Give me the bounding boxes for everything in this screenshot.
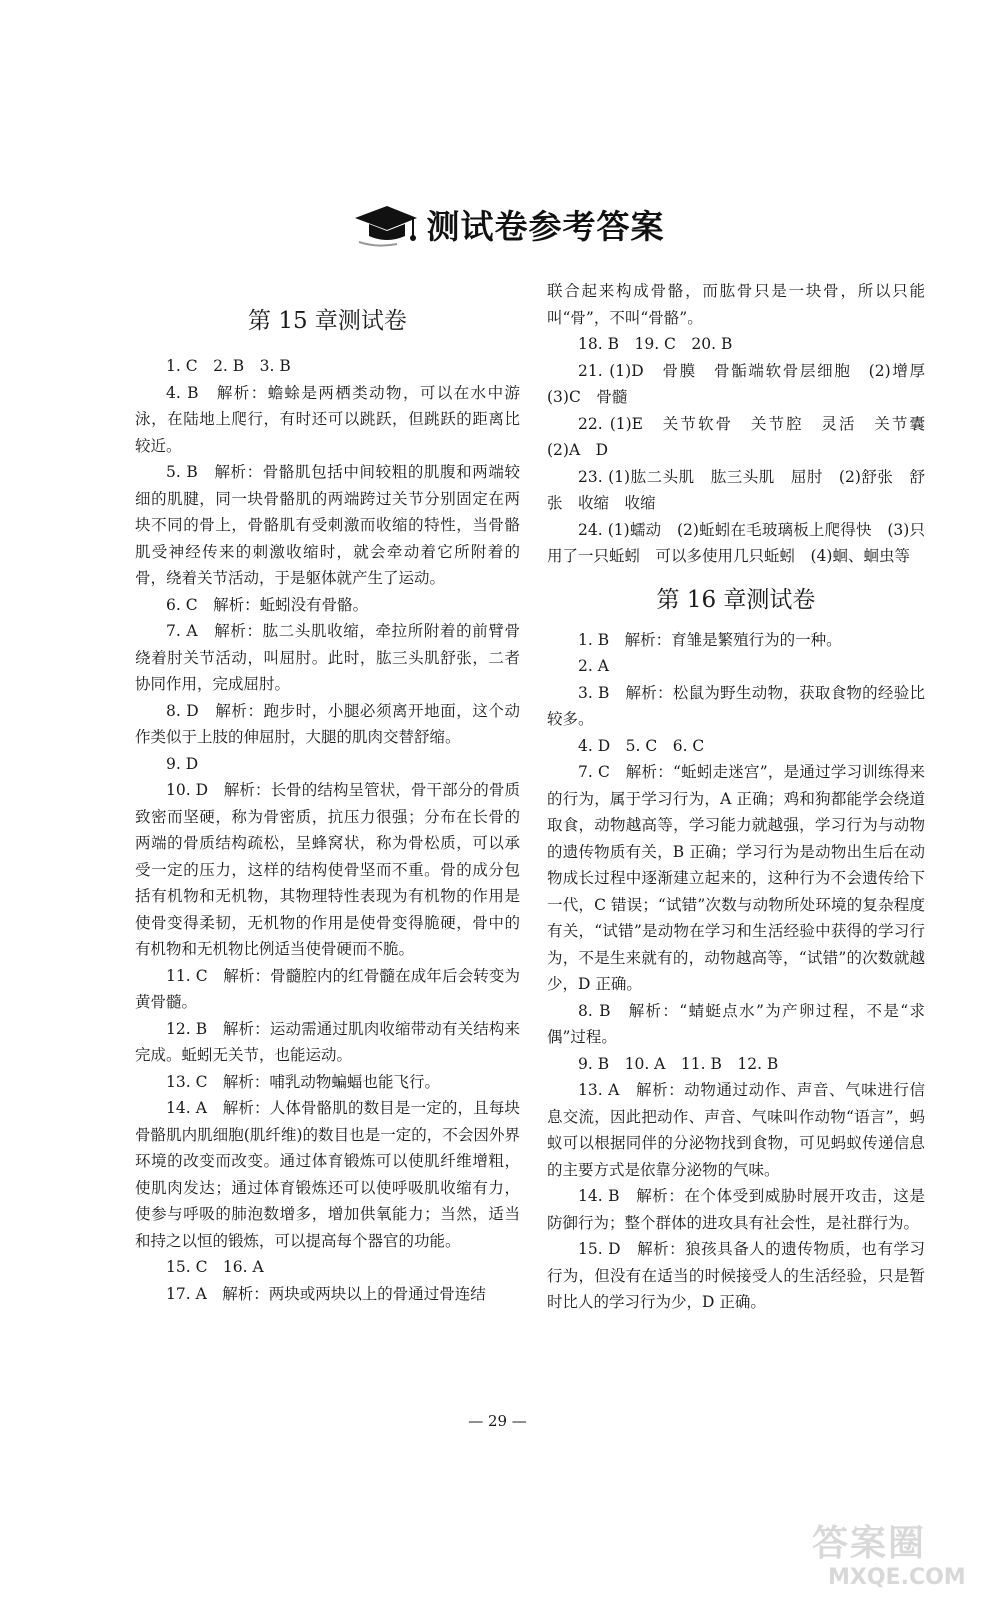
answer-item: 13. A 解析：动物通过动作、声音、气味进行信息交流，因此把动作、声音、气味叫作动物“语言”，蚂蚁可以根据同伴的分泌物找到食物，可见蚂蚁传递信息的主要方式是依靠分泌物的气味。 bbox=[547, 1081, 925, 1179]
answer-item: 23. (1)肱二头肌 肱三头肌 屈肘 (2)舒张 舒张 收缩 收缩 bbox=[547, 467, 925, 512]
answer-item: 24. (1)蠕动 (2)蚯蚓在毛玻璃板上爬得快 (3)只用了一只蚯蚓 可以多使用几只蚯蚓 (4)蛔、蛔虫等 bbox=[547, 520, 925, 565]
answer-item: 15. C 16. A bbox=[166, 1258, 264, 1276]
answer-item: 4. D 5. C 6. C bbox=[578, 736, 705, 755]
chapter-16-title: 第 16 章测试卷 bbox=[656, 586, 816, 613]
answer-item: 5. B 解析：骨骼肌包括中间较粗的肌腹和两端较细的肌腱，同一块骨骼肌的两端跨过关节分别固定在两块不同的骨上，骨骼肌有受刺激而收缩的特性，当骨骼肌受神经传来的刺激收缩时，就会牵动着它所附着的骨，绕着关节活动，于是躯体就产生了运动。 bbox=[135, 463, 520, 587]
watermark-url: MXQE.COM bbox=[828, 1565, 966, 1590]
answer-item: 10. D 解析：长骨的结构呈管状，骨干部分的骨质致密而坚硬，称为骨密质，抗压力很强；分布在长骨的两端的骨质结构疏松，呈蜂窝状，称为骨松质，可以承受一定的压力，这样的结构使骨坚而不重。骨的成分包括有机物和无机物，其物理特性表现为有机物的作用是使骨变得柔韧，无机物的作用是使骨变得脆硬，骨中的有机物和无机物比例适当使骨硬而不脆。 bbox=[135, 781, 520, 958]
answer-item: 3. B 解析：松鼠为野生动物，获取食物的经验比较多。 bbox=[547, 683, 925, 728]
answer-item: 1. C 2. B 3. B bbox=[166, 357, 291, 375]
answer-item: 6. C 解析：蚯蚓没有骨骼。 bbox=[166, 595, 369, 614]
left-column bbox=[135, 278, 520, 1307]
answer-item: 22. (1)E 关节软骨 关节腔 灵活 关节囊 (2)A D bbox=[547, 414, 941, 459]
right-column bbox=[547, 278, 941, 1316]
answer-item: 13. C 解析：哺乳动物蝙蝠也能飞行。 bbox=[166, 1072, 440, 1091]
answer-item: 8. B 解析：“蜻蜓点水”为产卵过程，不是“求偶”过程。 bbox=[547, 1001, 925, 1046]
answer-item: 4. B 解析：蟾蜍是两栖类动物，可以在水中游泳，在陆地上爬行，有时还可以跳跃，但跳跃的距离比较近。 bbox=[135, 383, 520, 455]
answer-item: 18. B 19. C 20. B bbox=[578, 335, 733, 353]
graduation-cap-icon bbox=[351, 198, 421, 250]
answer-item: 9. B 10. A 11. B 12. B bbox=[578, 1054, 779, 1073]
page-header bbox=[0, 198, 995, 250]
chapter-15-title: 第 15 章测试卷 bbox=[248, 308, 407, 334]
answer-item: 12. B 解析：运动需通过肌肉收缩带动有关结构来完成。蚯蚓无关节，也能运动。 bbox=[135, 1019, 520, 1064]
answer-item: 1. B 解析：育雏是繁殖行为的一种。 bbox=[578, 630, 842, 649]
answer-item: 7. C 解析：“蚯蚓走迷宫”，是通过学习训练得来的行为，属于学习行为，A 正确；鸡和狗都能学会绕道取食，动物越高等，学习能力就越强，学习行为与动物的遗传物质有关，B 正确；学习行为是动物出生后在动物成长过程中逐渐建立起来的，这种行为不会遗传给下一代，C 错误；“试错”次数与动物所处环境的复杂程度有关，“试错”是动物在学习和生活经验中获得的学习行为，不是生来就有的，动物越高等，“试错”的次数就越少，D 正确。 bbox=[547, 763, 925, 993]
answer-item: 21. (1)D 骨膜 骨骺端软骨层细胞 (2)增厚 (3)C 骨髓 bbox=[547, 361, 941, 406]
answer-item: 15. D 解析：狼孩具备人的遗传物质，也有学习行为，但没有在适当的时候接受人的生活经验，只是暂时比人的学习行为少，D 正确。 bbox=[547, 1240, 925, 1311]
answer-item: 14. A 解析：人体骨骼肌的数目是一定的，且每块骨骼肌内肌细胞(肌纤维)的数目也是一定的，不会因外界环境的改变而改变。通过体育锻炼可以使肌纤维增粗，使肌肉发达；通过体育锻炼还可以使呼吸肌收缩有力，使参与呼吸的肺泡数增多，增加供氧能力；当然，适当和持之以恒的锻炼，可以提高每个器官的功能。 bbox=[135, 1099, 520, 1250]
answer-item: 9. D bbox=[166, 754, 199, 773]
watermark-logo: 答案圈 bbox=[812, 1523, 927, 1564]
answer-item: 7. A 解析：肱二头肌收缩，牵拉所附着的前臂骨绕着肘关节活动，叫屈肘。此时，肱三头肌舒张，二者协同作用，完成屈肘。 bbox=[135, 622, 520, 693]
page-title: 测试卷参考答案 bbox=[426, 206, 665, 246]
answer-item: 2. A bbox=[578, 657, 609, 675]
answer-item: 11. C 解析：骨髓腔内的红骨髓在成年后会转变为黄骨髓。 bbox=[135, 966, 520, 1011]
answer-item: 8. D 解析：跑步时，小腿必须离开地面，这个动作类似于上肢的伸屈肘，大腿的肌肉交替舒缩。 bbox=[135, 701, 520, 746]
answer-item: 14. B 解析：在个体受到威胁时展开攻击，这是防御行为；整个群体的进攻具有社会性，是社群行为。 bbox=[547, 1187, 925, 1232]
page-number: — 29 — bbox=[468, 1412, 527, 1430]
answer-item: 17. A 解析：两块或两块以上的骨通过骨连结 bbox=[166, 1284, 486, 1303]
answer-continuation: 联合起来构成骨骼，而肱骨只是一块骨，所以只能叫“骨”，不叫“骨骼”。 bbox=[547, 282, 925, 327]
